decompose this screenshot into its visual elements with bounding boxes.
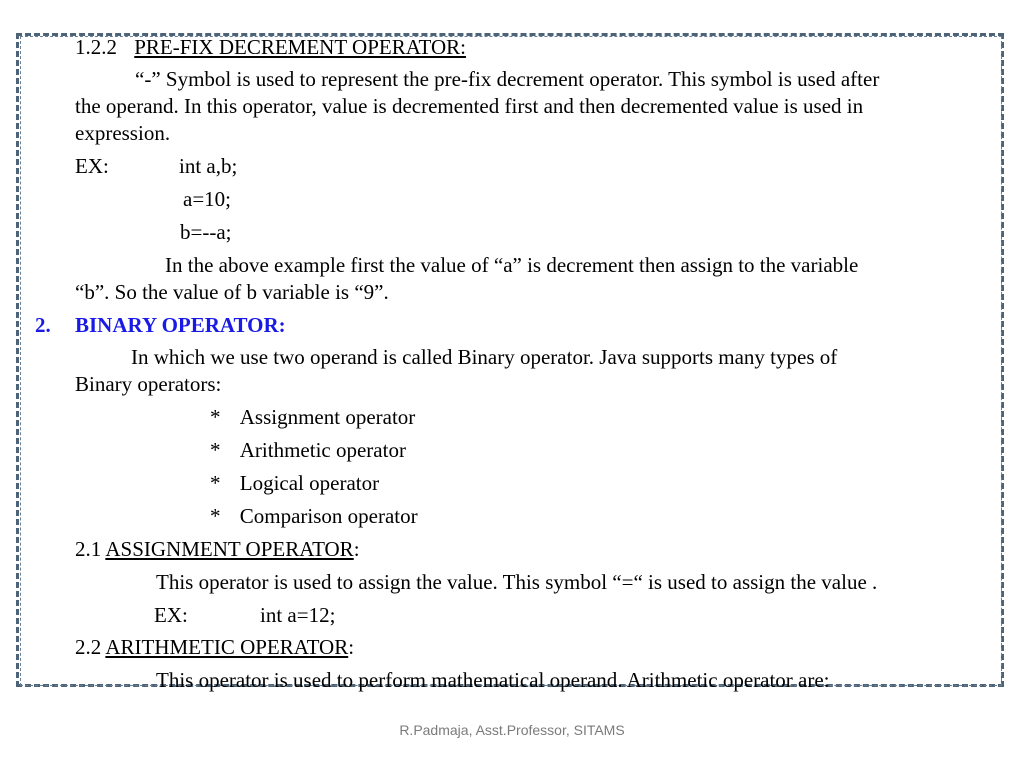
paragraph-line: In which we use two operand is called Binary operator. Java supports many types of	[131, 345, 838, 369]
heading-colon: :	[353, 537, 360, 561]
list-item-text: Arithmetic operator	[239, 438, 406, 462]
section-number: 1.2.2	[75, 35, 117, 59]
list-item	[210, 437, 406, 464]
paragraph-line: This operator is used to assign the value. This symbol “=“ is used to assign the value .	[156, 570, 878, 594]
paragraph-line: the operand. In this operator, value is decremented first and then decremented value is used in	[75, 94, 864, 118]
paragraph-line: “-” Symbol is used to represent the pre-fix decrement operator. This symbol is used after	[135, 67, 880, 91]
list-item	[210, 470, 379, 497]
section-title: PRE-FIX DECREMENT OPERATOR:	[134, 35, 467, 59]
section-title: ASSIGNMENT OPERATOR	[105, 537, 354, 561]
bullet-icon: *	[210, 438, 221, 462]
section-2-title: BINARY OPERATOR:	[75, 313, 286, 337]
example-label: EX:	[154, 603, 188, 627]
section-2-number: 2.	[35, 313, 51, 337]
code-line: a=10;	[183, 187, 231, 211]
explanation-line: In the above example first the value of “a” is decrement then assign to the variable	[165, 253, 859, 277]
section-2-1-heading	[75, 536, 360, 563]
list-item-text: Logical operator	[239, 471, 380, 495]
bullet-icon: *	[210, 504, 221, 528]
section-number: 2.1	[75, 537, 102, 561]
code-line: int a=12;	[260, 603, 336, 627]
code-line: b=--a;	[180, 220, 232, 244]
list-item	[210, 404, 415, 431]
list-item-text: Comparison operator	[239, 504, 418, 528]
example-label: EX:	[75, 154, 109, 178]
section-number: 2.2	[75, 635, 102, 659]
list-item-text: Assignment operator	[239, 405, 416, 429]
section-2-2-heading	[75, 634, 354, 661]
bullet-icon: *	[210, 471, 221, 495]
explanation-line: “b”. So the value of b variable is “9”.	[75, 280, 389, 304]
footer-text: R.Padmaja, Asst.Professor, SITAMS	[399, 722, 625, 738]
paragraph-line: This operator is used to perform mathematical operand. Arithmetic operator are:	[156, 668, 830, 692]
section-1-2-2-heading	[75, 34, 466, 61]
code-line: int a,b;	[179, 154, 238, 178]
slide-footer	[0, 722, 1024, 738]
section-title: ARITHMETIC OPERATOR	[105, 635, 349, 659]
bullet-icon: *	[210, 405, 221, 429]
paragraph-line: expression.	[75, 121, 171, 145]
list-item	[210, 503, 418, 530]
heading-colon: :	[348, 635, 355, 659]
paragraph-line: Binary operators:	[75, 372, 222, 396]
